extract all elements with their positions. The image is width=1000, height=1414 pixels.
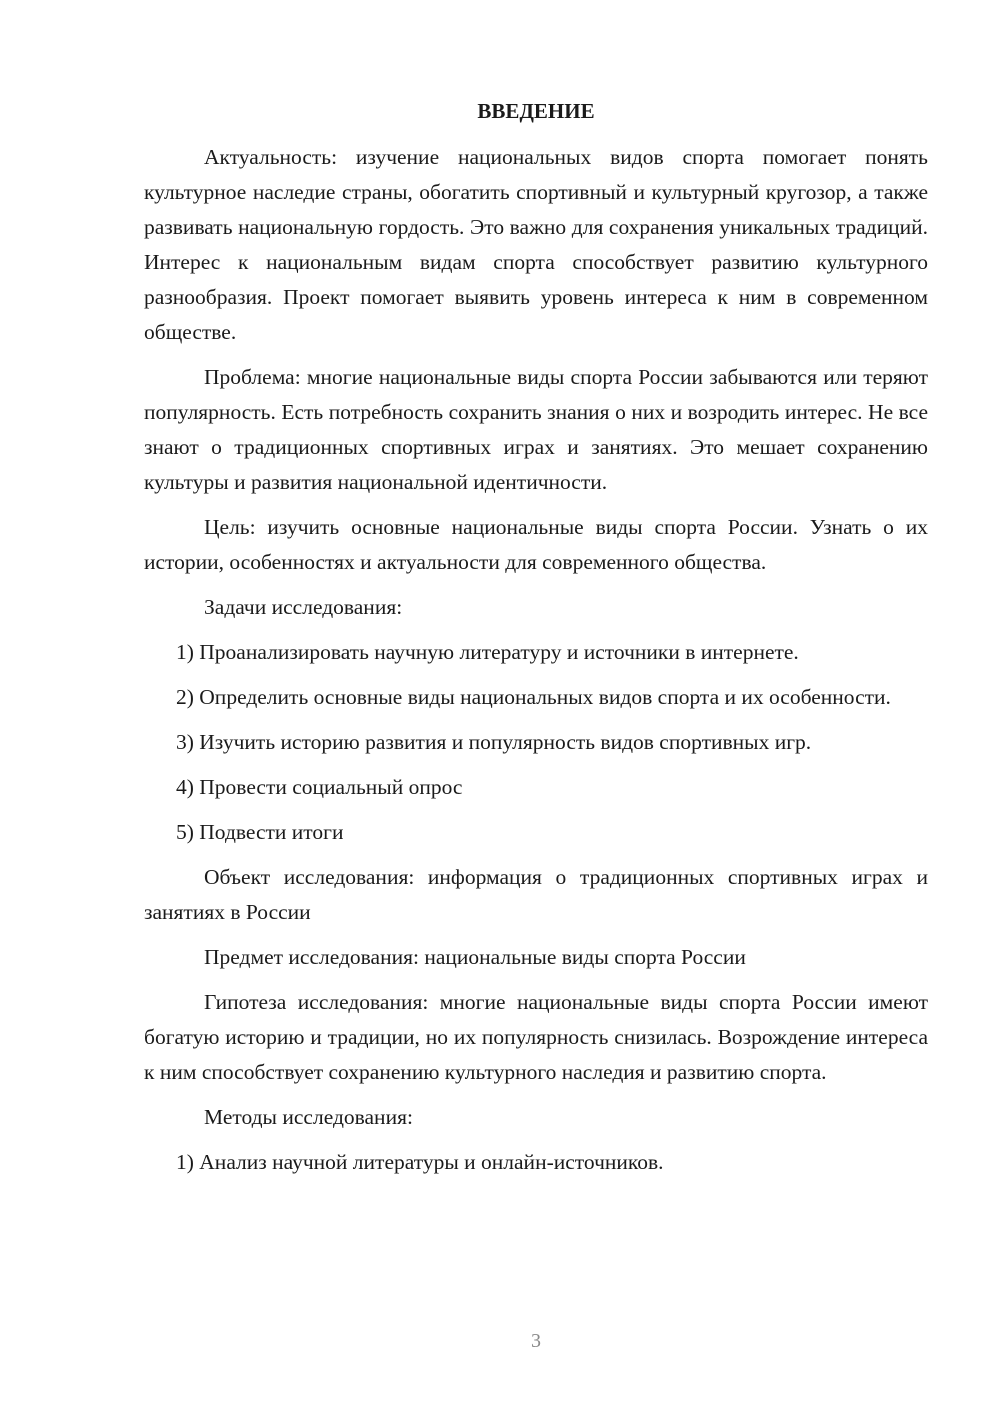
paragraph-goal: Цель: изучить основные национальные виды спорта России. Узнать о их истории, особенностях и актуальности для современного общества. (144, 515, 928, 574)
paragraph-relevance: Актуальность: изучение национальных видов спорта помогает понять культурное наследие страны, обогатить спортивный и культурный кругозор, а также развивать национальную гордость. Это важно для сохранения уникальных традиций. Интерес к национальным видам спорта способствует развитию культурного разнообразия. Проект помогает выявить уровень интереса к ним в современном обществе. (144, 145, 928, 344)
task-item: 2) Определить основные виды национальных видов спорта и их особенности. (176, 685, 891, 709)
paragraph-problem: Проблема: многие национальные виды спорта России забываются или теряют популярность. Есть потребность сохранить знания о них и возродить интерес. Не все знают о традиционных спортивных играх и занятиях. Это мешает сохранению культуры и развития национальной идентичности. (144, 365, 928, 494)
paragraph-object: Объект исследования: информация о традиционных спортивных играх и занятиях в России (144, 865, 928, 924)
task-item: 1) Проанализировать научную литературу и источники в интернете. (176, 640, 799, 664)
task-item: 5) Подвести итоги (176, 820, 344, 844)
page-number: 3 (531, 1330, 541, 1352)
methods-heading: Методы исследования: (204, 1105, 413, 1129)
section-title: ВВЕДЕНИЕ (477, 99, 595, 123)
document-page (144, 96, 928, 1190)
paragraph-hypothesis: Гипотеза исследования: многие национальные виды спорта России имеют богатую историю и традиции, но их популярность снизилась. Возрождение интереса к ним способствует сохранению культурного наследия и развитию спорта. (144, 990, 928, 1084)
method-item: 1) Анализ научной литературы и онлайн-источников. (176, 1150, 664, 1174)
task-item: 3) Изучить историю развития и популярность видов спортивных игр. (176, 730, 812, 754)
task-item: 4) Провести социальный опрос (176, 775, 463, 799)
tasks-heading: Задачи исследования: (204, 595, 403, 619)
paragraph-subject: Предмет исследования: национальные виды спорта России (204, 945, 746, 969)
